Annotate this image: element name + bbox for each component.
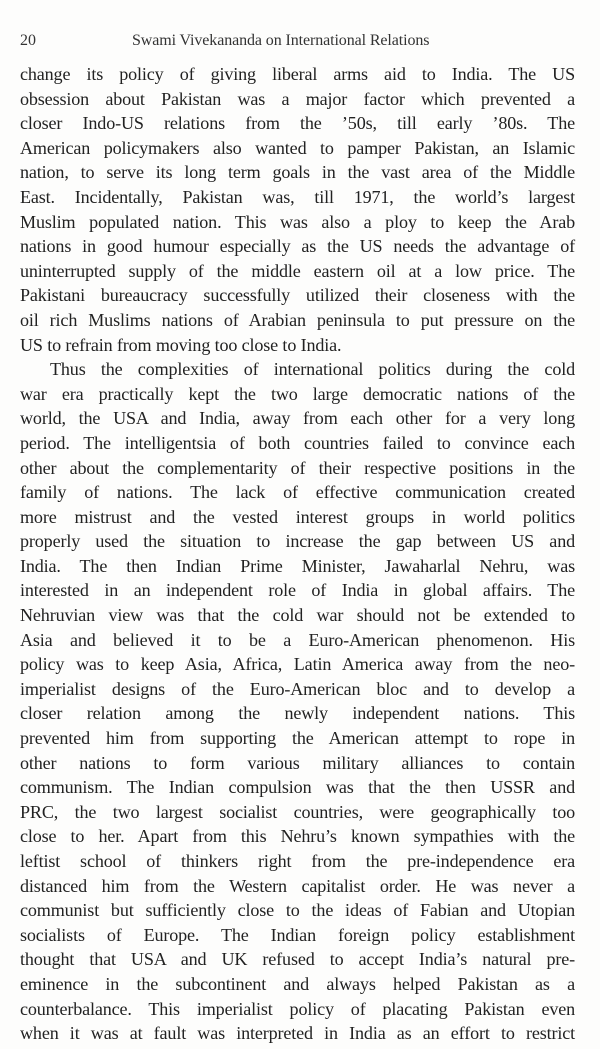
text-line: distanced him from the Western capitalist order. He was never a: [20, 875, 575, 896]
text-line: uninterrupted supply of the middle eastern oil at a low price. The: [20, 260, 575, 281]
text-line: other about the complementarity of their respective positions in the: [20, 457, 575, 478]
paragraph-2: [20, 357, 575, 1046]
text-line: family of nations. The lack of effective communication created: [20, 482, 575, 503]
text-line: more mistrust and the vested interest groups in world politics: [20, 506, 575, 527]
running-head: [20, 30, 580, 52]
book-title: Swami Vivekananda on International Relations: [132, 32, 430, 49]
text-line: eminence in the subcontinent and always helped Pakistan as a: [20, 973, 575, 994]
text-line: Pakistani bureaucracy successfully utilized their closeness with the: [20, 285, 575, 306]
text-line: socialists of Europe. The Indian foreign policy establishment: [20, 924, 575, 945]
text-line: Nehruvian view was that the cold war should not be extended to: [20, 605, 575, 626]
text-line: period. The intelligentsia of both countries failed to convince each: [20, 432, 575, 453]
page-number: 20: [20, 32, 36, 49]
text-line: American policymakers also wanted to pamper Pakistan, an Islamic: [20, 137, 575, 158]
text-line: US to refrain from moving too close to India.: [20, 334, 342, 355]
text-line: thought that USA and UK refused to accept India’s natural pre-: [20, 949, 575, 970]
text-line: Thus the complexities of international politics during the cold: [50, 359, 575, 380]
text-line: Muslim populated nation. This was also a ploy to keep the Arab: [20, 211, 575, 232]
paragraph-1: [20, 62, 575, 357]
text-line: India. The then Indian Prime Minister, Jawaharlal Nehru, was: [20, 555, 575, 576]
text-line: closer relation among the newly independent nations. This: [20, 703, 575, 724]
text-line: imperialist designs of the Euro-American bloc and to develop a: [20, 678, 575, 699]
text-line: communism. The Indian compulsion was that the then USSR and: [20, 777, 575, 798]
text-line: properly used the situation to increase the gap between US and: [20, 531, 575, 552]
text-line: world, the USA and India, away from each other for a very long: [20, 408, 575, 429]
text-line: change its policy of giving liberal arms aid to India. The US: [20, 64, 575, 84]
text-line: East. Incidentally, Pakistan was, till 1971, the world’s largest: [20, 186, 575, 207]
body-text: [20, 62, 575, 1046]
text-line: war era practically kept the two large democratic nations of the: [20, 383, 575, 404]
text-line: when it was at fault was interpreted in India as an effort to restrict: [20, 1023, 575, 1044]
text-line: policy was to keep Asia, Africa, Latin America away from the neo-: [20, 654, 575, 675]
text-line: obsession about Pakistan was a major factor which prevented a: [20, 88, 575, 109]
text-line: leftist school of thinkers right from the pre-independence era: [20, 851, 575, 871]
text-line: PRC, the two largest socialist countries, were geographically too: [20, 801, 575, 822]
text-line: other nations to form various military alliances to contain: [20, 752, 575, 773]
text-line: close to her. Apart from this Nehru’s known sympathies with the: [20, 826, 575, 847]
text-line: closer Indo-US relations from the ’50s, till early ’80s. The: [20, 113, 575, 134]
text-line: nations in good humour especially as the US needs the advantage of: [20, 236, 575, 257]
text-line: Asia and believed it to be a Euro-American phenomenon. His: [20, 629, 575, 650]
text-line: nation, to serve its long term goals in the vast area of the Middle: [20, 162, 575, 183]
text-line: oil rich Muslims nations of Arabian peninsula to put pressure on the: [20, 309, 575, 330]
text-line: communist but sufficiently close to the ideas of Fabian and Utopian: [20, 900, 575, 921]
text-line: counterbalance. This imperialist policy of placating Pakistan even: [20, 998, 575, 1019]
text-line: interested in an independent role of India in global affairs. The: [20, 580, 575, 601]
text-line: prevented him from supporting the American attempt to rope in: [20, 728, 575, 749]
